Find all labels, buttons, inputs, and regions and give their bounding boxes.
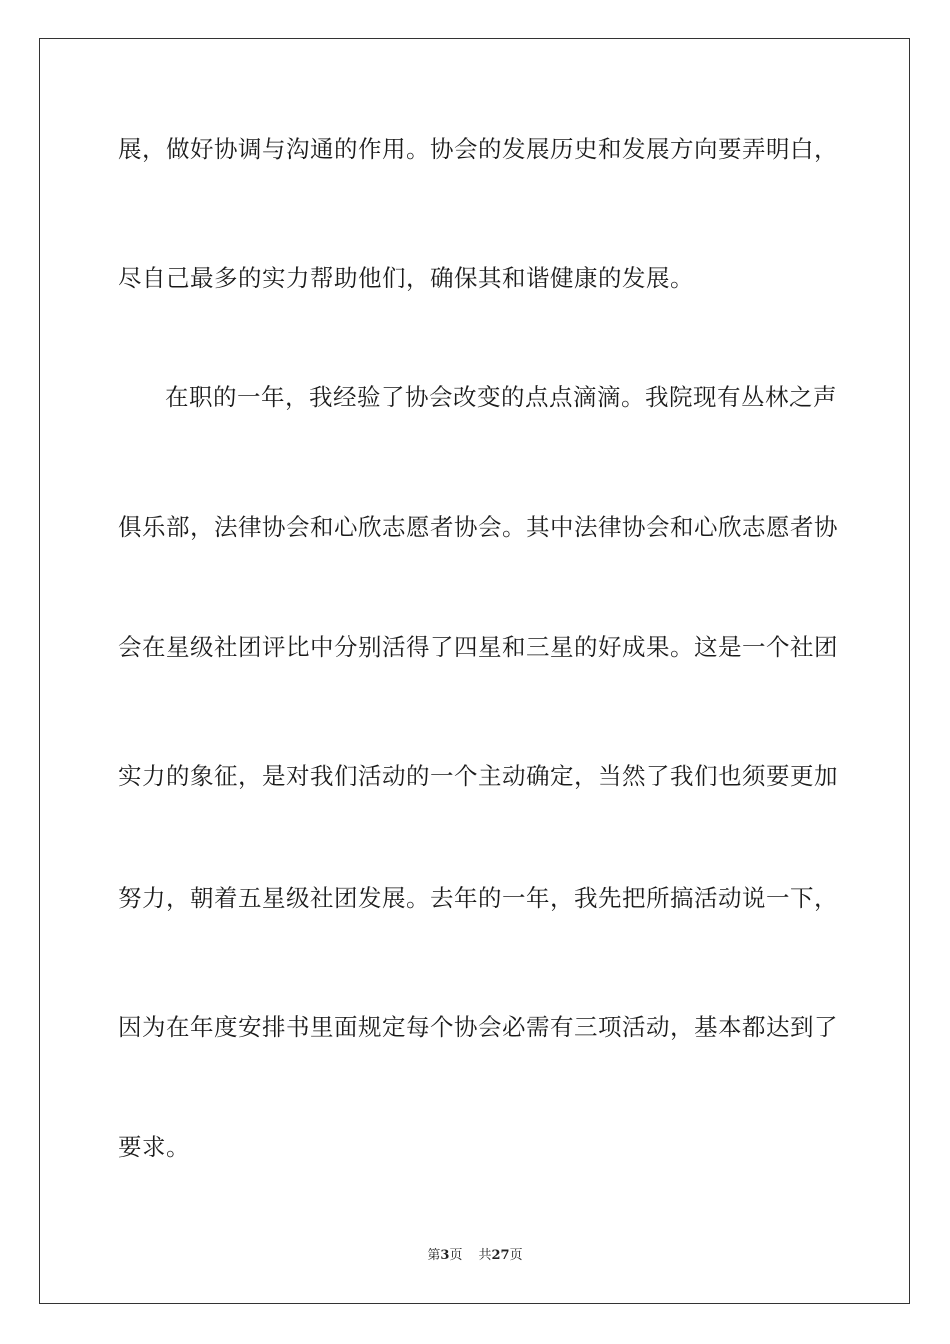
text-line: 俱乐部，法律协会和心欣志愿者协会。其中法律协会和心欣志愿者协 (118, 513, 838, 541)
page-number: 3 (440, 1248, 450, 1263)
total-prefix: 共 (478, 1248, 492, 1263)
text-line: 展，做好协调与沟通的作用。协会的发展历史和发展方向要弄明白， (118, 135, 838, 163)
page-frame (39, 38, 910, 1304)
paragraph-first-line: 在职的一年，我经验了协会改变的点点滴滴。我院现有丛林之声 (165, 383, 837, 411)
total-suffix: 页 (509, 1248, 523, 1263)
text-line: 努力，朝着五星级社团发展。去年的一年，我先把所搞活动说一下， (118, 884, 838, 912)
text-line: 会在星级社团评比中分别活得了四星和三星的好成果。这是一个社团 (118, 633, 838, 661)
text-line: 实力的象征，是对我们活动的一个主动确定，当然了我们也须要更加 (118, 762, 838, 790)
text-line: 尽自己最多的实力帮助他们，确保其和谐健康的发展。 (118, 264, 694, 292)
page-suffix: 页 (449, 1248, 463, 1263)
total-pages: 27 (491, 1248, 510, 1263)
text-line: 要求。 (118, 1133, 190, 1161)
text-line: 因为在年度安排书里面规定每个协会必需有三项活动，基本都达到了 (118, 1013, 838, 1041)
page-footer (0, 1246, 950, 1266)
page-prefix: 第 (427, 1248, 441, 1263)
